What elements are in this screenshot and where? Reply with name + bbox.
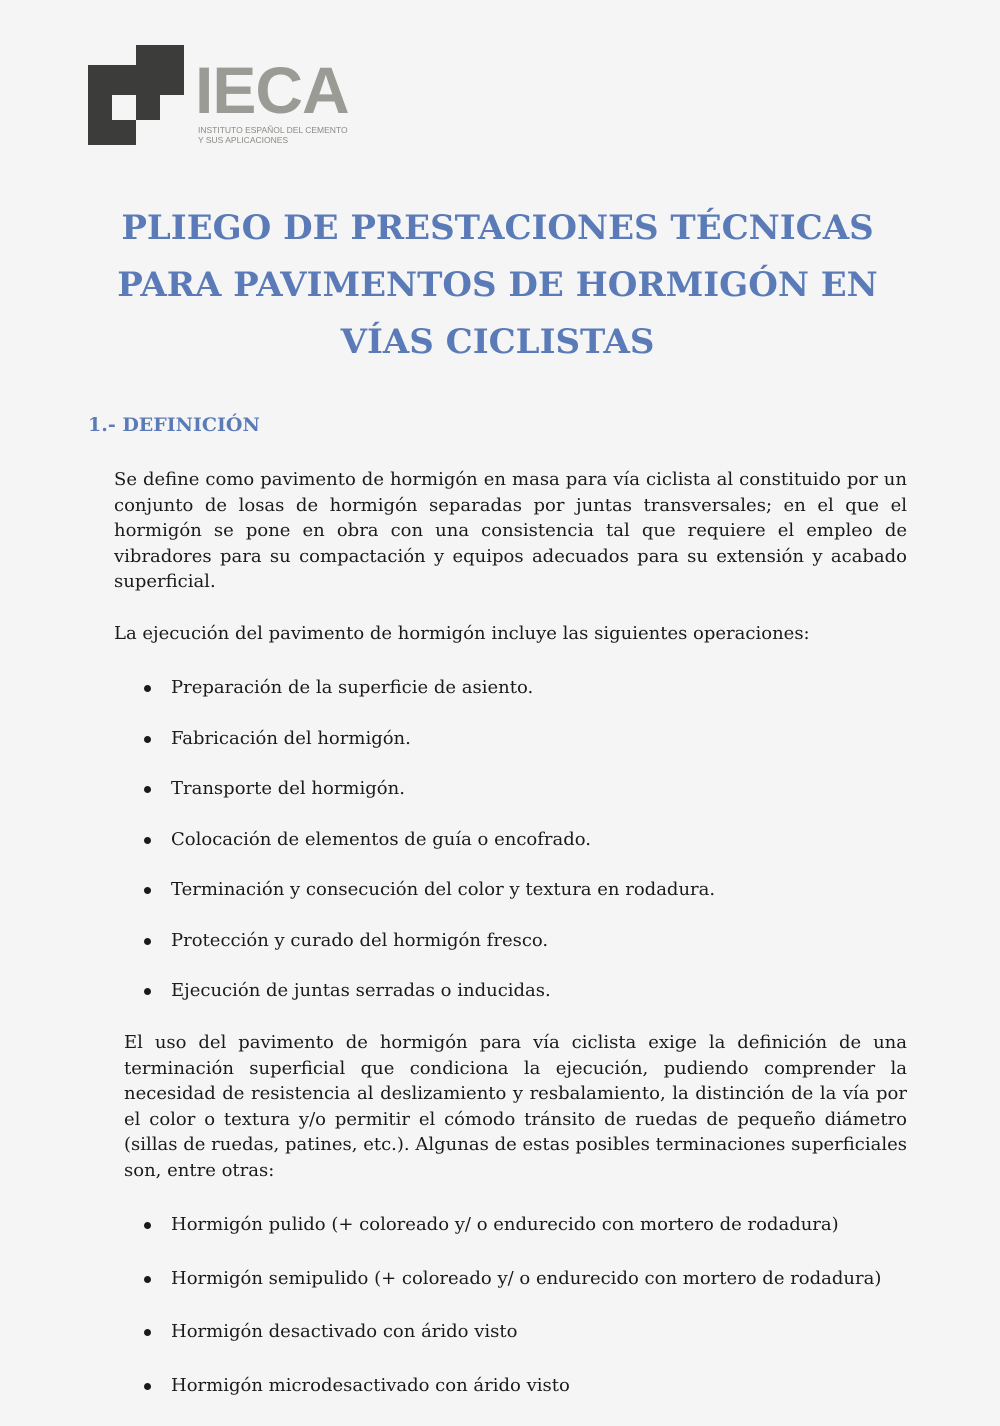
list-item: Transporte del hormigón. xyxy=(142,776,715,827)
list-item: Protección y curado del hormigón fresco. xyxy=(142,928,715,979)
list-item: Preparación de la superficie de asiento. xyxy=(142,675,715,726)
list-item: Hormigón desactivado con árido visto xyxy=(142,1319,881,1373)
operations-list xyxy=(142,675,715,1029)
list-item: Hormigón microdesactivado con árido visto xyxy=(142,1373,881,1426)
section-heading-definicion: 1.- DEFINICIÓN xyxy=(88,414,260,436)
list-item: Hormigón semipulido (+ coloreado y/ o endurecido con mortero de rodadura) xyxy=(142,1266,881,1320)
logo-subtitle xyxy=(198,126,398,145)
list-item: Terminación y consecución del color y textura en rodadura. xyxy=(142,877,715,928)
list-item: Ejecución de juntas serradas o inducidas. xyxy=(142,978,715,1029)
definition-paragraph: Se define como pavimento de hormigón en masa para vía ciclista al constituido por un conjunto de losas de hormigón separadas por juntas transversales; en el que el hormigón se pone en obra con una consistencia tal que requiere el empleo de vibradores para su compactación y equipos adecuados para su extensión y acabado superficial. xyxy=(114,467,907,595)
ieca-logo-mark-icon xyxy=(88,45,188,145)
logo-subtitle-line1: INSTITUTO ESPAÑOL DEL CEMENTO xyxy=(198,126,398,136)
list-item: Colocación de elementos de guía o encofrado. xyxy=(142,827,715,878)
list-item: Hormigón pulido (+ coloreado y/ o endurecido con mortero de rodadura) xyxy=(142,1212,881,1266)
ieca-logo xyxy=(88,45,368,150)
list-item: Fabricación del hormigón. xyxy=(142,726,715,777)
document-title: PLIEGO DE PRESTACIONES TÉCNICAS PARA PAVIMENTOS DE HORMIGÓN EN VÍAS CICLISTAS xyxy=(90,200,905,371)
operations-intro: La ejecución del pavimento de hormigón incluye las siguientes operaciones: xyxy=(114,621,907,647)
logo-wordmark: IECA xyxy=(195,57,349,123)
logo-subtitle-line2: Y SUS APLICACIONES xyxy=(198,136,398,146)
finishes-paragraph: El uso del pavimento de hormigón para vía ciclista exige la definición de una terminación superficial que condiciona la ejecución, pudiendo comprender la necesidad de resistencia al deslizamiento y resbalamiento, la distinción de la vía por el color o textura y/o permitir el cómodo tránsito de ruedas de pequeño diámetro (sillas de ruedas, patines, etc.). Algunas de estas posibles terminaciones superficiales son, entre otras: xyxy=(124,1030,907,1183)
finishes-list xyxy=(142,1212,881,1426)
